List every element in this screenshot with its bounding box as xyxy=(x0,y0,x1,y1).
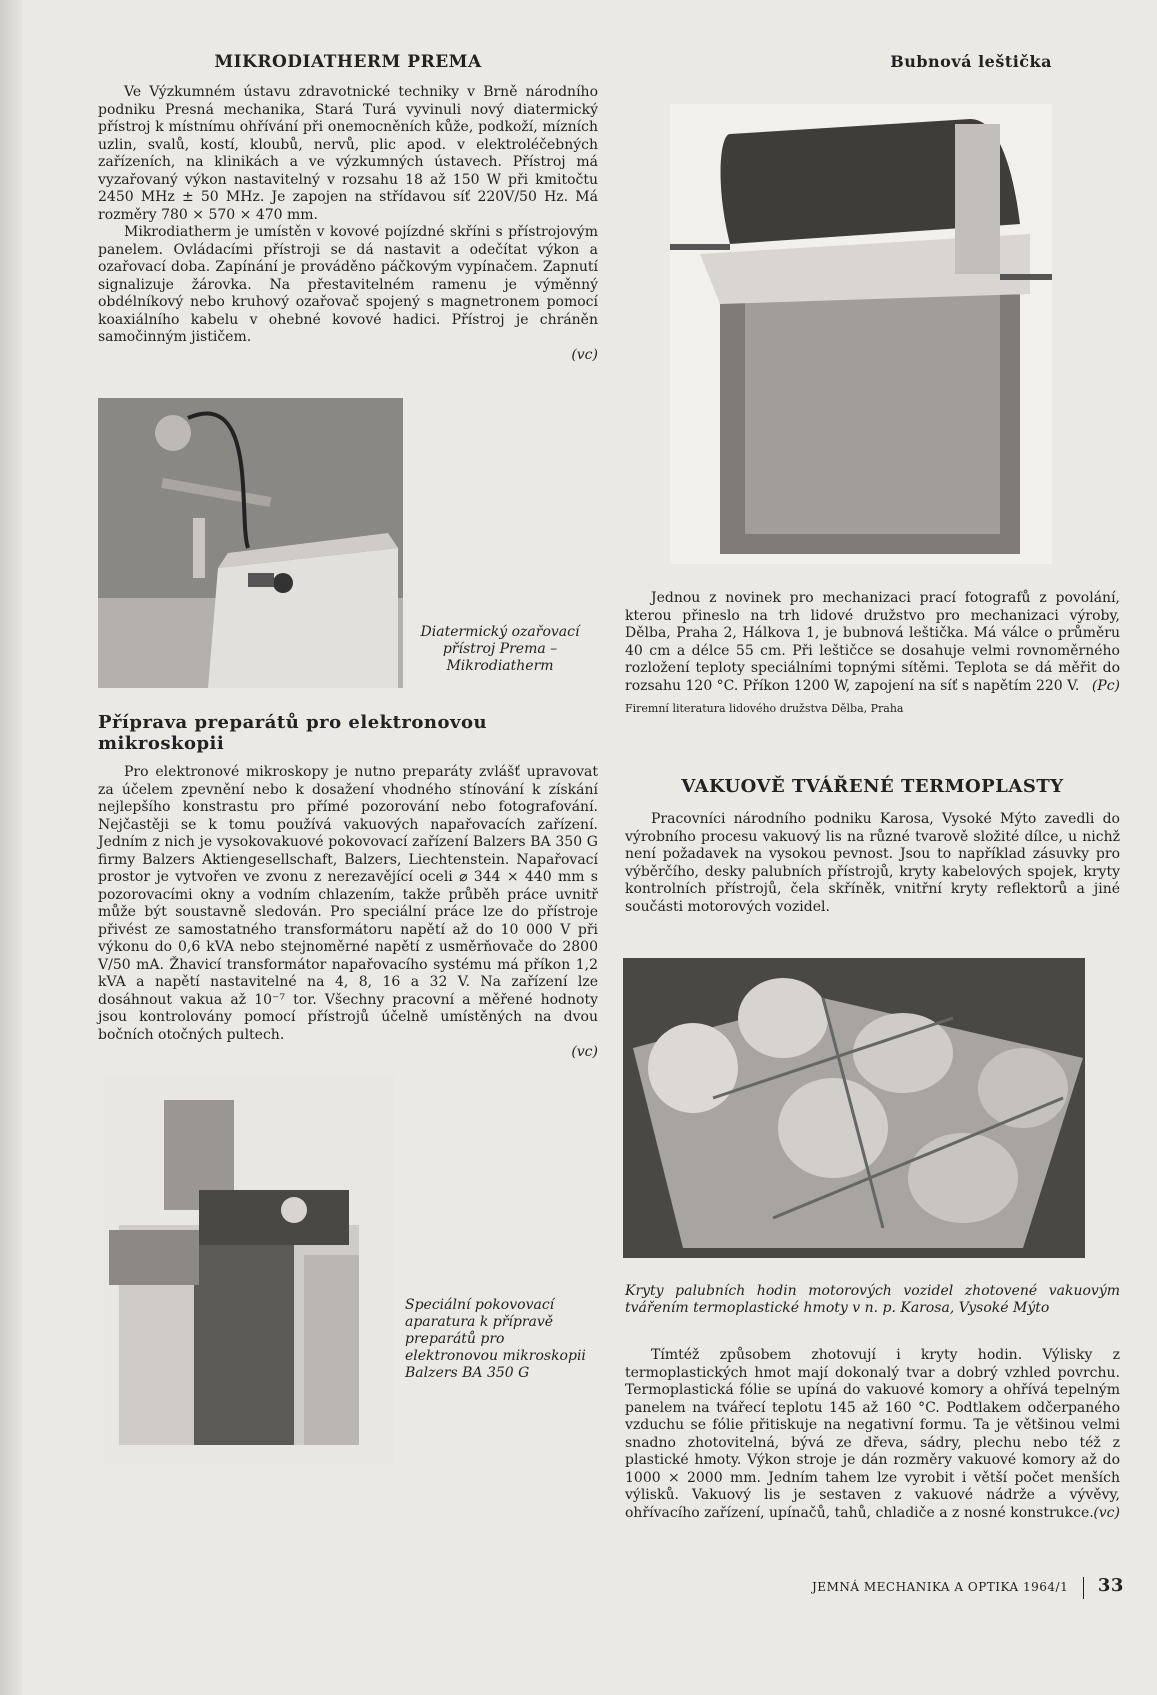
article-body xyxy=(625,590,1120,695)
photo-caption: Kryty palubních hodin motorových vozidel zhotovené vakuovým tvářením termoplastické hmoty v n. p. Karosa, Vysoké Mýto xyxy=(625,1283,1120,1316)
photo-clock-covers xyxy=(623,958,1085,1258)
page-binding-edge xyxy=(0,0,22,1695)
page-number: 33 xyxy=(1097,1575,1124,1596)
article-body xyxy=(98,764,598,1044)
article-title: Bubnová leštička xyxy=(890,52,1052,71)
author-signature: (vc) xyxy=(1093,1505,1120,1521)
paragraph: Mikrodiatherm je umístěn v kovové pojízdné skříni s přístrojovým panelem. Ovládacími přístroji se dá nastavit a odečítat výkon a ozařovací doba. Zapínání je prováděno páčkovým vypínačem. Zapnutí signalizuje žárovka. Na přestavitelném ramenu je výměnný obdélníkový nebo kruhový ozařovač spojený s magnetronem pomocí koaxiálního kabelu v ohebné kovové hadici. Přístroj je chráněn samočinným jističem. xyxy=(98,224,598,345)
article-vacuum-thermoplastics xyxy=(625,776,1120,916)
footer-divider xyxy=(1083,1577,1084,1599)
photo-drum-polisher xyxy=(670,104,1052,564)
article-body xyxy=(625,811,1120,916)
article-mikrodiatherm xyxy=(98,52,598,363)
article-drum-polisher xyxy=(625,52,1120,71)
photo-mikrodiatherm xyxy=(98,398,403,688)
article-title: Příprava preparátů pro elektronovou mikroskopii xyxy=(98,712,488,754)
journal-name: JEMNÁ MECHANIKA A OPTIKA 1964/1 xyxy=(812,1580,1069,1594)
paragraph: Ve Výzkumném ústavu zdravotnické techniky v Brně národního podniku Presná mechanika, Stará Turá vyvinuli nový diatermický přístroj k místnímu ohřívání při onemocněních kůže, podkoží, mízních uzlin, svalů, kostí, kloubů, nervů, plic apod. v elektroléčebných zařízeních, na klinikách a ve výzkumných ústavech. Přístroj má vyzařovaný výkon nastavitelný v rozsahu 18 až 150 W při kmitočtu 2450 MHz ± 50 MHz. Je zapojen na střídavou síť 220V/50 Hz. Má rozměry 780 × 570 × 470 mm. xyxy=(98,84,598,223)
author-signature: (vc) xyxy=(571,346,598,363)
paragraph: Pracovníci národního podniku Karosa, Vysoké Mýto zavedli do výrobního procesu vakuový lis na různé tvarově složité dílce, u nichž není požadavek na vysokou pevnost. Jsou to například zásuvky pro výběrčího, desky palubních přístrojů, kryty kabelových spojek, kryty kontrolních přístrojů, čela skříněk, vnitřní kryty reflektorů a jiné součásti motorových vozidel. xyxy=(625,811,1120,915)
source-credit: Firemní literatura lidového družstva Dělba, Praha xyxy=(625,702,904,715)
author-signature: (Pc) xyxy=(1091,678,1120,694)
paragraph: Jednou z novinek pro mechanizaci prací fotografů z povolání, kterou přineslo na trh lidové družstvo pro mechanizaci výroby, Dělba, Praha 2, Hálkova 1, je bubnová leštička. Má válce o průměru 40 cm a délce 55 cm. Při leštičce se dosahuje velmi rovnoměrného rozložení teploty speciálními topnými sítěmi. Teplota se dá měřit do rozsahu 120 °C. Příkon 1200 W, zapojení na síť s napětím 220 V. xyxy=(625,590,1120,694)
article-body xyxy=(98,84,598,347)
photo-balzers-apparatus xyxy=(104,1075,394,1463)
photo-caption: Speciální pokovovací aparatura k přípravě preparátů pro elektronovou mikroskopii Balzers BA 350 G xyxy=(405,1297,586,1381)
article-body-continued xyxy=(625,1347,1120,1522)
paragraph: Tímtéž způsobem zhotovují i kryty hodin. Výlisky z termoplastických hmot mají dokonalý tvar a dobrý vzhled povrchu. Termoplastická fólie se upíná do vakuové komory a ohřívá tepelným panelem na tvářecí teplotu 145 až 160 °C. Podtlakem odčerpaného vzduchu se fólie přitiskuje na negativní formu. Ta je většinou velmi snadno zhotovitelná, bývá ze dřeva, sádry, plechu nebo též z plastické hmoty. Výkon stroje je dán rozměry vakuové komory až do 1000 × 2000 mm. Jedním tahem lze vyrobit i větší počet menších výlisků. Vakuový lis je sestaven z vakuové nádrže a vývěvy, ohřívacího zařízení, upínačů, tahů, chladiče a z nosné konstrukce. xyxy=(625,1347,1120,1521)
running-footer xyxy=(812,1575,1124,1599)
article-electron-microscopy xyxy=(98,712,598,1060)
author-signature: (vc) xyxy=(571,1044,598,1060)
photo-caption: Diatermický ozařovací přístroj Prema – Mikrodiatherm xyxy=(420,624,580,674)
article-title: MIKRODIATHERM PREMA xyxy=(214,52,482,72)
article-title: VAKUOVĚ TVÁŘENÉ TERMOPLASTY xyxy=(681,776,1064,797)
paragraph: Pro elektronové mikroskopy je nutno preparáty zvlášť upravovat za účelem zpevnění nebo k dosažení vhodného stínování k získání nejlepšího konstrastu pro přímé pozorování nebo fotografování. Nejčastěji se k tomu používá vakuových napařovacích zařízení. Jedním z nich je vysokovakuové pokovovací zařízení Balzers BA 350 G firmy Balzers Aktiengesellschaft, Balzers, Liechtenstein. Napařovací prostor je vytvořen ve zvonu z nerezavějící oceli ⌀ 344 × 440 mm s pozorovacími okny a vodním chlazením, takže průběh práce uvnitř může být soustavně sledován. Pro speciální práce lze do přístroje přivést ze samostatného transformátoru napětí až do 10 000 V při výkonu do 0,6 kVA nebo stejnoměrné napětí z usměrňovače do 2800 V/50 mA. Žhavicí transformátor napařovacího systému má příkon 1,2 kVA a napětí nastavitelné na 4, 8, 16 a 32 V. Na zařízení lze dosáhnout vakua až 10⁻⁷ tor. Všechny pracovní a měřené hodnoty jsou kontrolovány pomocí přístrojů účelně umístěných na dvou bočních otočných pultech. xyxy=(98,764,598,1043)
